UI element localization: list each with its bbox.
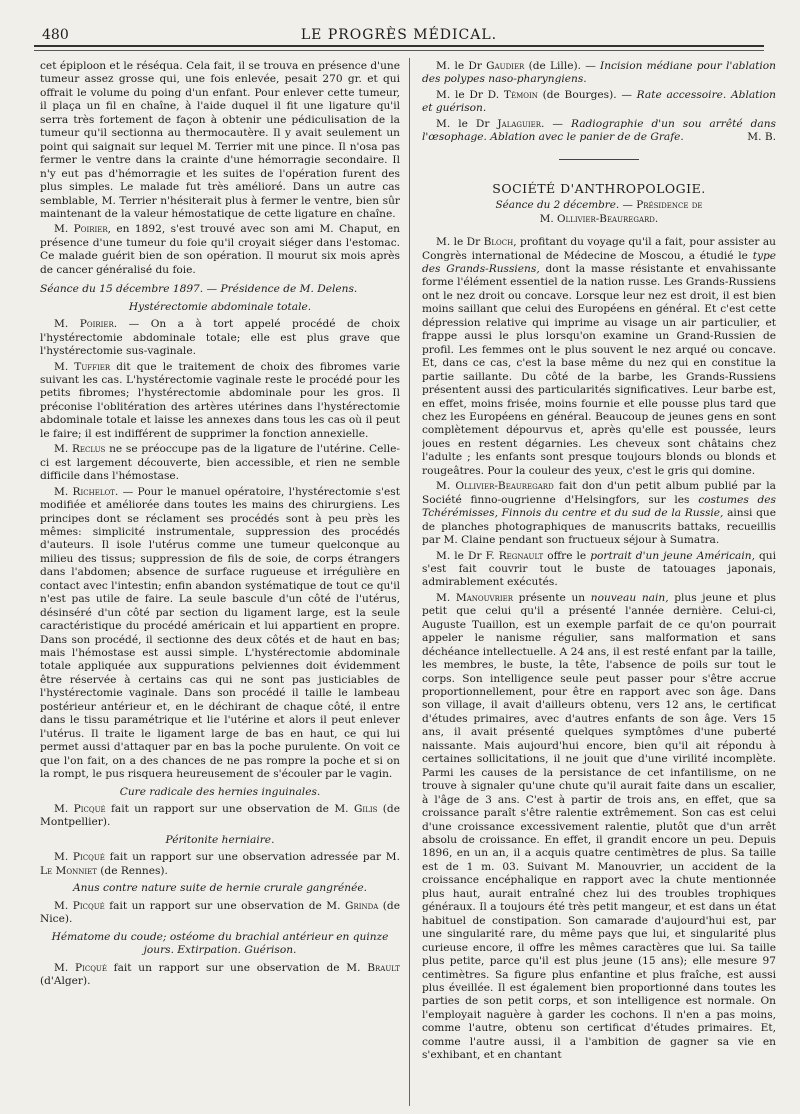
paragraph xyxy=(40,361,400,442)
paragraph-text: offre le xyxy=(543,549,591,562)
session-heading: Séance du 15 décembre 1897. — Présidence de M. Delens. xyxy=(40,283,358,296)
header-rule-thin xyxy=(34,50,764,51)
subsection-heading: Péritonite herniaire. xyxy=(165,833,275,846)
cited-name: Le Monniet xyxy=(40,864,97,877)
session-heading xyxy=(422,199,776,226)
paragraph-text: , profitant du voyage qu'il a fait, pour assister au Congrès international de Médecine de Moscou, a étudié le xyxy=(422,236,776,262)
paragraph xyxy=(422,118,776,145)
paragraph-text: M. le Dr xyxy=(436,117,498,130)
speaker-name: M. Picqué xyxy=(54,803,106,816)
paragraph xyxy=(40,486,400,782)
paragraph-text: dit que le traitement de choix des fibromes varie suivant les cas. L'hystérectomie vaginale reste le procédé pour les petits fibromes; l'hystérectomie abdominale pour les gros. Il préconise l'oblitération des artères utérines dans l'hystérectomie abdominale totale et laisse les annexes dans tous les cas où il peut le faire; il est indifférent de supprimer la fonction annexielle. xyxy=(40,360,400,440)
subsection-heading: Hématome du coude; ostéome du brachial antérieur en quinze jours. Extirpation. Guérison. xyxy=(51,930,389,957)
paragraph xyxy=(40,900,400,927)
paragraph xyxy=(422,550,776,590)
paragraph-text: (d'Alger). xyxy=(40,975,91,987)
paragraph-text: M. xyxy=(436,591,456,604)
report-title: Radiographie d'un sou arrêté dans l'œsophage. Ablation avec le panier de de Grafe. xyxy=(422,117,776,144)
paragraph-text: qui s'est fait couvrir tout le buste de tatouages japonais, admirablement exécutés. xyxy=(422,549,776,589)
paragraph-text: présente un xyxy=(513,591,591,604)
speaker-name: M. Poirier. xyxy=(54,318,118,331)
session-president: M. Ollivier-Beauregard. xyxy=(539,212,659,225)
paragraph-text: . — xyxy=(541,117,571,130)
speaker-name: M. Picqué xyxy=(54,961,107,974)
paragraph: cet épiploon et le réséqua. Cela fait, il se trouva en présence d'une tumeur assez grosse qui, une fois enlevée, pesait 270 gr. et qui offrait le volume du poing d'un enfant. Pour enlever cette tumeur, il plaça un fil en chaîne, à l'aide duquel il fit une ligature qu'il serra très fortement de façon à obtenir une pédiculisation de la tumeur qu'il sectionna au thermocautère. Il y avait seulement un point qui saignait sur lequel M. Terrier mit une pince. Il n'osa pas fermer le ventre dans la crainte d'une hémorragie secondaire. Il n'y eut pas d'hémorragie et les suites de l'opération furent des plus simples. Le malade fut très amélioré. Dans un autre cas semblable, M. Terrier n'hésiterait plus à fermer le ventre, bien sûr maintenant de la valeur hémostatique de cette ligature en chaîne. xyxy=(40,60,400,220)
paragraph xyxy=(422,60,776,87)
paragraph-text: fait un rapport sur une observation de xyxy=(105,803,335,816)
subsection-heading: Hystérectomie abdominale totale. xyxy=(128,300,312,313)
paragraph-text: ne se préoccupe pas de la ligature de l'utérine. Celle-ci est largement découverte, bien accessible, et rien ne semble difficile dans l'hémostase. xyxy=(40,443,400,483)
paragraph-text: fait un rapport sur une observation adressée par M. xyxy=(104,851,400,864)
paragraph xyxy=(422,89,776,116)
speaker-name: M. Reclus xyxy=(54,443,106,456)
paragraph-text: fait un rapport sur une observation de M. xyxy=(104,899,345,912)
page-header xyxy=(34,22,764,46)
paragraph-text: fait un rapport sur une observation de M. xyxy=(106,961,368,974)
paragraph-text: fait don d'un petit album publié par la Société finno-ougrienne d'Helsingfors, sur les xyxy=(422,480,776,506)
speaker-name: Manouvrier xyxy=(455,591,514,604)
speaker-name: Jalaguier xyxy=(497,117,542,130)
paragraph-text: M. le Dr D. xyxy=(436,88,504,101)
cited-name: Brault xyxy=(367,961,400,974)
cited-name: Grinda xyxy=(345,899,379,912)
paragraph-text: (de Bourges). — xyxy=(537,88,637,101)
paragraph-text: (de Rennes). xyxy=(96,864,168,877)
header-rule xyxy=(34,45,764,47)
emphasis-text: type des Grands-Russiens, xyxy=(422,249,776,275)
session-presidency: Présidence de xyxy=(636,199,703,212)
paragraph-text: — Pour le manuel opératoire, l'hystérectomie s'est modifiée et améliorée dans toutes les mains des chirurgiens. Les principes dont se réclament ses procédés sont à peu près les mêmes: simplicité instrumentale, suppression des procédés d'auteurs. Il isole l'utérus comme une tumeur quelconque au milieu des tissus; suppression de fils de soie, de corps étrangers dans l'abdomen; absence de surface rugueuse et irrégulière en contact avec l'intestin; enfin abandon systématique de tout ce qu'il n'est pas utile de faire. La seule bascule d'un côté de l'utérus, désinséré d'un côté par section du ligament large, est la seule caractéristique du procédé américain et lui appartient en propre. Dans son procédé, il sectionne des deux côtés et de haut en bas; mais l'hémostase est aussi simple. L'hystérectomie abdominale totale appliquée aux suppurations pelviennes doit évidemment être réservée à certains cas qui ne sont pas justiciables de l'hystérectomie vaginale. Dans son procédé il taille le lambeau postérieur antérieur et, en le déchirant de chaque côté, il entre dans le tissu paramétrique et lie l'utérine et alors il peut enlever l'utérus. Il traite le ligament large de bas en haut, ce qui lui permet aussi d'attaquer par en bas la poche purulente. On voit ce que l'on fait, on a des chances de ne pas rompre la poche et si on la rompt, le pus risquera heureusement de s'écouler par le vagin. xyxy=(40,485,400,781)
paragraph xyxy=(40,962,400,989)
speaker-name: Ollivier-Beauregard xyxy=(455,480,554,493)
right-column xyxy=(422,60,776,1108)
report-title: Rate accessoire. Ablation et guérison. xyxy=(422,88,776,115)
speaker-name: Gaudier xyxy=(486,60,525,72)
paragraph xyxy=(40,443,400,483)
paragraph xyxy=(422,592,776,1063)
speaker-name: Témoin xyxy=(503,88,538,101)
emphasis-text: nouveau nain, xyxy=(590,591,669,604)
paragraph-text: M. xyxy=(436,480,456,493)
paragraph-text: (de Nice). xyxy=(40,899,400,926)
paragraph-text: M. le Dr xyxy=(436,60,487,72)
paragraph-text: (de Lille). — xyxy=(524,60,601,72)
left-column xyxy=(40,60,400,1108)
paragraph-text: dont la masse résistante et envahissante forme l'élément essentiel de la nation russe. Les Grands-Russiens ont le nez droit ou concave. Lorsque leur nez est droit, il est bien moins saillant que celui des Européens en général. Et c'est cette dépression relative qui imprime au visage un air particulier, et frappe aussi le plus lorsqu'on examine un Grand-Russien de profil. Les femmes ont le plus souvent le nez arqué ou concave. Et, dans ce cas, c'est la base même du nez qui en constitue la partie saillante. Du côté de la barbe, les Grands-Russiens présentent aussi des particularités significatives. Leur barbe est, en effet, moins frisée, moins fournie et elle pousse plus tard que chez les Européens en général. Beaucoup de jeunes gens en sont complètement dépourvus et, après qu'elle est poussée, leurs joues en restent dégarnies. Les cheveux sont châtains chez l'adulte ; les enfants sont presque toujours blonds ou blonds et rougeâtres. Pour la couleur des yeux, c'est le gris qui domine. xyxy=(422,262,776,477)
section-rule xyxy=(559,159,639,160)
subsection-heading: Anus contre nature suite de hernie crurale gangrénée. xyxy=(72,882,368,895)
paragraph xyxy=(40,318,400,358)
paragraph-text: M. le Dr xyxy=(436,236,484,249)
column-divider xyxy=(409,58,410,1106)
emphasis-text: costumes des Tchérémisses, Finnois du centre et du sud de la Russie, xyxy=(422,493,776,520)
paragraph-text: M. le Dr F. xyxy=(436,549,499,562)
speaker-name: M. Tuffier xyxy=(54,360,111,373)
speaker-name: M. Poirier, xyxy=(54,223,112,236)
paragraph-text: (de Montpellier). xyxy=(40,803,400,829)
society-title: SOCIÉTÉ D'ANTHROPOLOGIE. xyxy=(492,180,706,196)
author-signature: M. B. xyxy=(747,131,776,144)
speaker-name: M. Richelot. xyxy=(54,485,119,498)
paragraph-text: en 1892, s'est trouvé avec son ami M. Chaput, en présence d'une tumeur du foie qu'il croyait siéger dans l'estomac. Ce malade guérit bien de son opération. Il mourut six mois après de cancer généralisé du foie. xyxy=(40,223,400,276)
speaker-name: M. Picqué xyxy=(54,851,105,864)
paragraph-text: ainsi que de planches photographiques de manuscrits battaks, recueillis par M. Claine pendant son fructueux séjour à Sumatra. xyxy=(422,507,776,547)
subsection-heading: Cure radicale des hernies inguinales. xyxy=(119,785,321,798)
emphasis-text: portrait d'un jeune Américain, xyxy=(590,549,755,562)
paragraph xyxy=(422,480,776,547)
paragraph xyxy=(40,223,400,277)
session-date: Séance du 2 décembre. — xyxy=(495,199,637,212)
cited-name: M. Gilis xyxy=(334,803,378,816)
speaker-name: Regnault xyxy=(498,549,544,562)
speaker-name: M. Picqué xyxy=(54,899,105,912)
paragraph-text: plus jeune et plus petit que celui qu'il a présenté l'année dernière. Celui-ci, Auguste Tuaillon, est un exemple parfait de ce qu'on pourrait appeler le nanisme régulier, sans malformation et sans déchéance intellectuelle. A 24 ans, il est resté enfant par la taille, les membres, le buste, la tête, l'absence de poils sur tout le corps. Son intelligence seule peut passer pour s'être accrue proportionnellement, pour être en rapport avec son âge. Dans son village, il avait d'ailleurs obtenu, vers 12 ans, le certificat d'études primaires, avec d'autres enfants de son âge. Vers 15 ans, il avait présenté quelques symptômes d'une puberté naissante. Mais aujourd'hui encore, bien qu'il ait répondu à certaines sollicitations, il ne jouit que d'une virilité incomplète. Parmi les causes de la persistance de cet infantilisme, on ne trouve à signaler qu'une chute qu'il aurait faite dans un escalier, à l'âge de 3 ans. C'est à partir de trois ans, en effet, que sa croissance paraît s'être ralentie extrêmement. Son cas est celui d'une croissance excessivement ralentie, plutôt que d'un arrêt absolu de croissance. En effet, il grandit encore un peu. Depuis 1896, en un an, il a acquis quatre centimètres de plus. Sa taille est de 1 m. 03. Suivant M. Manouvrier, un accident de la croissance encéphalique en rapport avec la chute mentionnée plus haut, aurait entraîné chez lui des troubles trophiques généraux. Il a toujours été très petit mangeur, et est dans un état habituel de constipation. Son camarade d'aujourd'hui est, par une singularité rare, du même pays que lui, et singularité plus curieuse encore, il offre les mêmes caractères que lui. Sa taille plus petite, parce qu'il est plus jeune (15 ans); elle mesure 97 centimètres. Sa figure plus enfantine et plus fraîche, est aussi plus éveillée. Il est également bien proportionné dans toutes les parties de son petit corps, et son intelligence est normale. On l'employait naguère à garder les cochons. Il n'en a pas moins, comme l'autre, obtenu son certificat d'études primaires. Et, comme l'autre aussi, il a l'ambition de gagner sa vie en s'exhibant, et en chantant xyxy=(422,591,776,1062)
paragraph xyxy=(40,803,400,830)
running-title: LE PROGRÈS MÉDICAL. xyxy=(300,27,498,43)
paragraph-text: — On a à tort appelé procédé de choix l'hystérectomie abdominale totale; elle est plus grave que l'hystérectomie sus-vaginale. xyxy=(40,318,400,358)
paragraph xyxy=(422,236,776,478)
paragraph xyxy=(40,851,400,878)
report-title: Incision médiane pour l'ablation des polypes naso-pharyngiens. xyxy=(422,60,776,86)
page-number: 480 xyxy=(42,27,69,43)
speaker-name: Bloch xyxy=(483,236,514,249)
